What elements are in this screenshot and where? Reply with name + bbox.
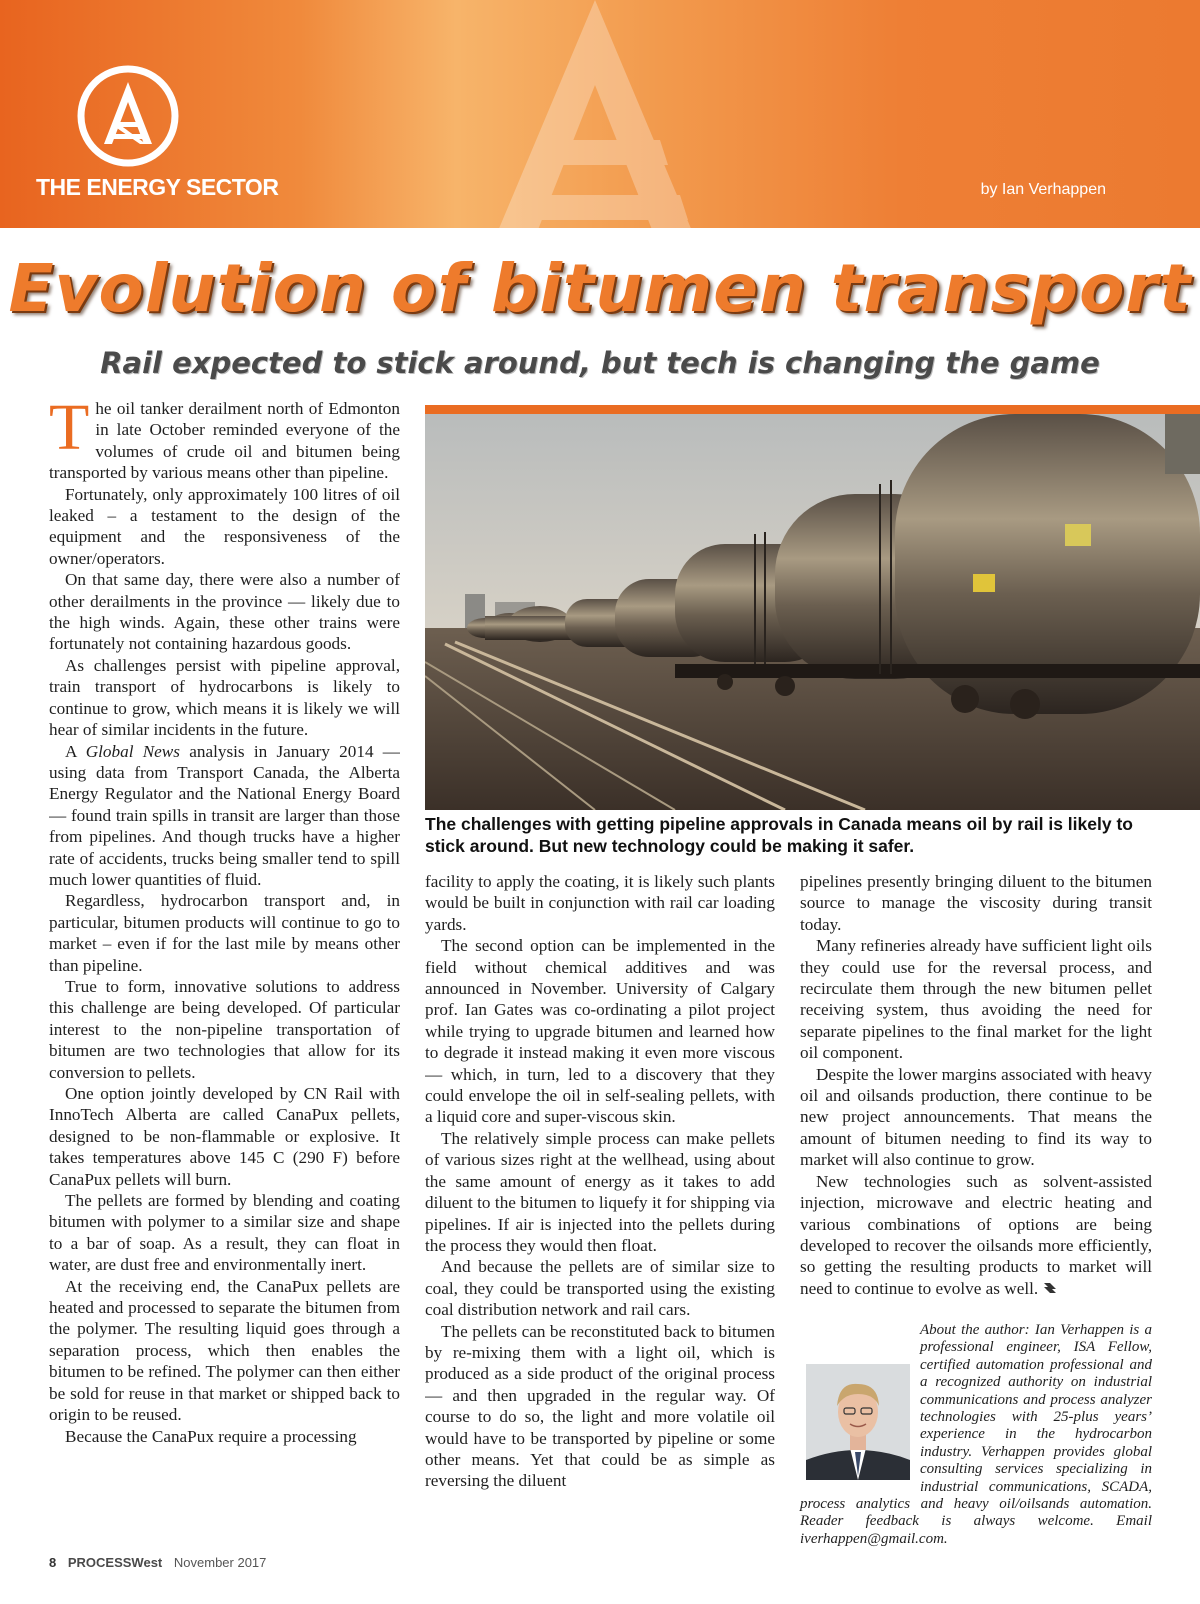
paragraph: The pellets can be reconstituted back to bitumen by re-mixing them with a light oil, which is produced as a side product of the original process — and then upgraded in the regular way. Of course to do so, the light and more volatile oil would have to be transported by pipeline or some other means. Yet that could be as simple as reversing the diluent [425, 1321, 775, 1491]
paragraph-text: analysis in January 2014 — using data from Transport Canada, the Alberta Energy Regulator and the National Energy Board — found train spills in transit are larger than those from pipelines. And though trucks have a higher rate of accidents, trucks being smaller tend to spill much lower quantities of fluid. [49, 741, 400, 889]
end-of-article-icon [1042, 1280, 1058, 1296]
paragraph: The relatively simple process can make pellets of various sizes right at the wellhead, using about the same amount of energy as it takes to add diluent to the bitumen to liquefy it for shipping via pipelines. If air is injected into the pellets during the process they would then float. [425, 1128, 775, 1255]
header-banner [0, 0, 1200, 228]
paragraph [49, 398, 400, 484]
paragraph [49, 741, 400, 891]
energy-sector-logo-icon [76, 64, 180, 168]
article-subtitle: Rail expected to stick around, but tech is changing the game [100, 346, 1100, 380]
paragraph: True to form, innovative solutions to address this challenge are being developed. Of particular interest to the non-pipeline transportation of bitumen are two technologies that allow for its conversion to pellets. [49, 976, 400, 1082]
magazine-name: PROCESSWest [67, 1555, 163, 1570]
author-byline: by Ian Verhappen [980, 181, 1106, 198]
article-column-2 [425, 871, 775, 1541]
paragraph-text: he oil tanker derailment north of Edmonton in late October reminded everyone of the volumes of crude oil and bitumen being transported by various means other than pipeline. [49, 399, 400, 483]
tanker-train-photo [425, 414, 1200, 810]
paragraph: Regardless, hydrocarbon transport and, in particular, bitumen products will continue to go to market – even if for the last mile by means other than pipeline. [49, 891, 400, 975]
paragraph: As challenges persist with pipeline approval, train transport of hydrocarbons is likely to continue to grow, which means it is likely we will hear of similar incidents in the future. [49, 655, 400, 740]
paragraph-text: New technologies such as solvent-assisted injection, microwave and electric heating and various combinations of options are being developed to recover the oilsands more efficiently, so getting the resulting products to market will need to continue to evolve as well. [800, 1171, 1152, 1298]
paragraph: Despite the lower margins associated with heavy oil and oilsands production, there continue to be new project announcements. That means the amount of bitumen needing to find its way to market will also continue to grow. [800, 1064, 1152, 1170]
paragraph: One option jointly developed by CN Rail with InnoTech Alberta are called CanaPux pellets, designed to be non-flammable or explosive. It takes temperatures above 145 C (290 F) before CanaPux pellets will burn. [49, 1084, 400, 1189]
paragraph: Many refineries already have sufficient light oils they could use for the reversal process, and recirculate them through the new bitumen pellet receiving system, thus avoiding the need for separate pipelines to the final market for the light oil component. [800, 936, 1152, 1063]
publication-name: Global News [85, 741, 180, 761]
banner-tower-watermark [430, 0, 760, 228]
paragraph: Because the CanaPux require a processing [65, 1426, 357, 1446]
page-footer [49, 1555, 266, 1570]
article-title: Evolution of bitumen transport [8, 250, 1192, 327]
photo-caption: The challenges with getting pipeline approvals in Canada means oil by rail is likely to stick around. But new technology could be making it safer. [425, 814, 1133, 856]
paragraph: The pellets are formed by blending and coating bitumen with polymer to a similar size and shape to a bar of soap. As a result, they can float in water, are dust free and environmentally inert. [49, 1191, 400, 1275]
paragraph: The second option can be implemented in the field without chemical additives and was announced in November. University of Calgary prof. Ian Gates was co-ordinating a pilot project while trying to upgrade bitumen and learned how to degrade it instead making it even more viscous — which, in turn, led to a discovery that they could envelope the oil in self-sealing pellets, with a liquid core and super-viscous skin. [425, 936, 775, 1127]
issue-date: November 2017 [173, 1555, 267, 1570]
paragraph: Fortunately, only approximately 100 litres of oil leaked – a testament to the design of the equipment and the responsiveness of the owner/operators. [49, 484, 400, 568]
paragraph: facility to apply the coating, it is likely such plants would be built in conjunction with rail car loading yards. [425, 872, 775, 934]
author-bio: About the author: Ian Verhappen is a professional engineer, ISA Fellow, certified automation professional and a recognized authority on industrial communications and process analyzer technologies with 25-plus years’ experience in the hydrocarbon industry. Verhappen provides global consulting services specializing in industrial communications, SCADA, process analytics and heavy oil/oilsands automation. Reader feedback is always welcome. Email iverhappen@gmail.com. [800, 1322, 1152, 1547]
sector-label: THE ENERGY SECTOR [36, 174, 279, 200]
paragraph: On that same day, there were also a number of other derailments in the province — likely due to the high winds. Again, these other trains were fortunately not containing hazardous goods. [49, 570, 400, 654]
author-headshot [806, 1364, 910, 1480]
paragraph [800, 1171, 1152, 1299]
paragraph-text: A [65, 741, 86, 761]
paragraph: At the receiving end, the CanaPux pellets are heated and processed to separate the bitumen from the polymer. The resulting liquid goes through a separation process, which then enables the bitumen to be refined. The polymer can then either be sold for reuse in that market or shipped back to origin to be reused. [49, 1276, 400, 1425]
article-column-3 [800, 871, 1152, 1301]
paragraph: And because the pellets are of similar size to coal, they could be transported using the existing coal distribution network and rail cars. [425, 1257, 775, 1320]
drop-cap: T [49, 398, 90, 464]
article-column-1 [49, 398, 400, 1540]
page-number: 8 [49, 1555, 57, 1570]
paragraph: pipelines presently bringing diluent to the bitumen source to manage the viscosity during transit today. [800, 872, 1152, 934]
about-the-author [800, 1322, 1152, 1548]
photo-accent-bar [425, 405, 1200, 414]
